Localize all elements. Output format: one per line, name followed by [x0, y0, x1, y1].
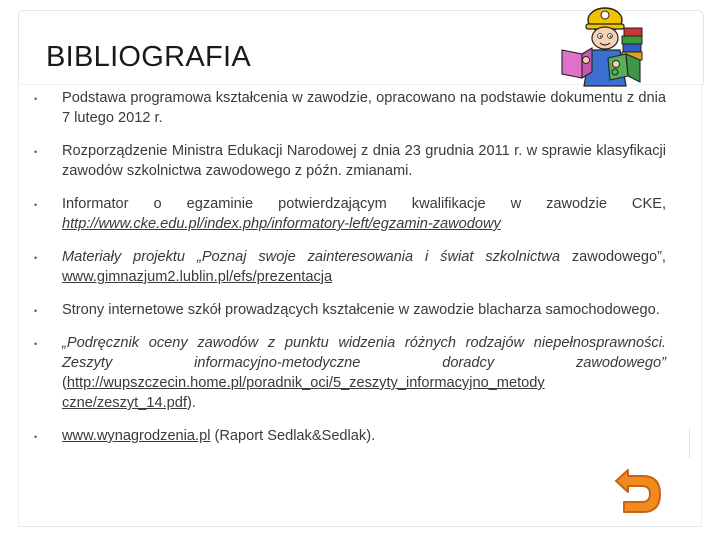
slide-frame-left	[18, 84, 19, 526]
list-item	[34, 141, 666, 181]
item-text: Informator o egzaminie potwierdzającym kwalifikacje w zawodzie CKE,	[62, 196, 666, 212]
item-italic-text: „Podręcznik oceny zawodów z punktu widzenia różnych rodzajów niepełnosprawności. Zeszyty informacyjno-metodyczne doradcy zawodowego”	[62, 335, 666, 371]
page-title: BIBLIOGRAFIA	[46, 41, 252, 73]
item-text: Podstawa programowa kształcenia w zawodzie, opracowano na podstawie dokumentu z dnia 7 lutego 2012 r.	[62, 90, 666, 126]
bibliography-list	[34, 88, 666, 446]
bullet: •	[34, 306, 38, 316]
item-italic-text: Materiały projektu „Poznaj swoje zainteresowania i świat szkolnictwa	[62, 249, 560, 265]
wup-link[interactable]: http://wupszczecin.home.pl/poradnik_oci/5_zeszyty_informacyjno_metody czne/zeszyt_14.pdf	[62, 375, 545, 411]
list-item	[34, 300, 666, 320]
cke-link[interactable]: http://www.cke.edu.pl/index.php/informatory-left/egzamin-zawodowy	[62, 216, 501, 232]
bullet: •	[34, 253, 38, 263]
return-arrow-icon[interactable]	[612, 466, 662, 516]
gimnazjum-link[interactable]: www.gimnazjum2.lublin.pl/efs/prezentacja	[62, 269, 333, 285]
item-text: zawodowego”,	[559, 249, 666, 265]
slide-frame-bottom	[18, 526, 702, 527]
item-text: Rozporządzenie Ministra Edukacji Narodowej z dnia 23 grudnia 2011 r. w sprawie klasyfikacji zawodów szkolnictwa zawodowego z późn. zmianami.	[62, 143, 666, 179]
bullet: •	[34, 432, 38, 442]
item-text: (	[62, 375, 67, 391]
bullet: •	[34, 339, 38, 349]
side-divider	[689, 428, 690, 458]
wynagrodzenia-link[interactable]: www.wynagrodzenia.pl	[62, 428, 211, 444]
item-text: (Raport Sedlak&Sedlak).	[210, 428, 376, 444]
item-text: ).	[186, 395, 196, 411]
list-item	[34, 426, 666, 446]
bullet: •	[34, 94, 38, 104]
bullet: •	[34, 147, 38, 157]
slide-frame-right	[701, 84, 702, 526]
miner-student-reading-icon	[556, 2, 646, 88]
list-item	[34, 247, 666, 287]
bullet: •	[34, 200, 38, 210]
item-text: Strony internetowe szkół prowadzących kształcenie w zawodzie blacharza samochodowego.	[62, 302, 660, 318]
list-item	[34, 88, 666, 128]
list-item	[34, 194, 666, 234]
list-item	[34, 333, 666, 413]
